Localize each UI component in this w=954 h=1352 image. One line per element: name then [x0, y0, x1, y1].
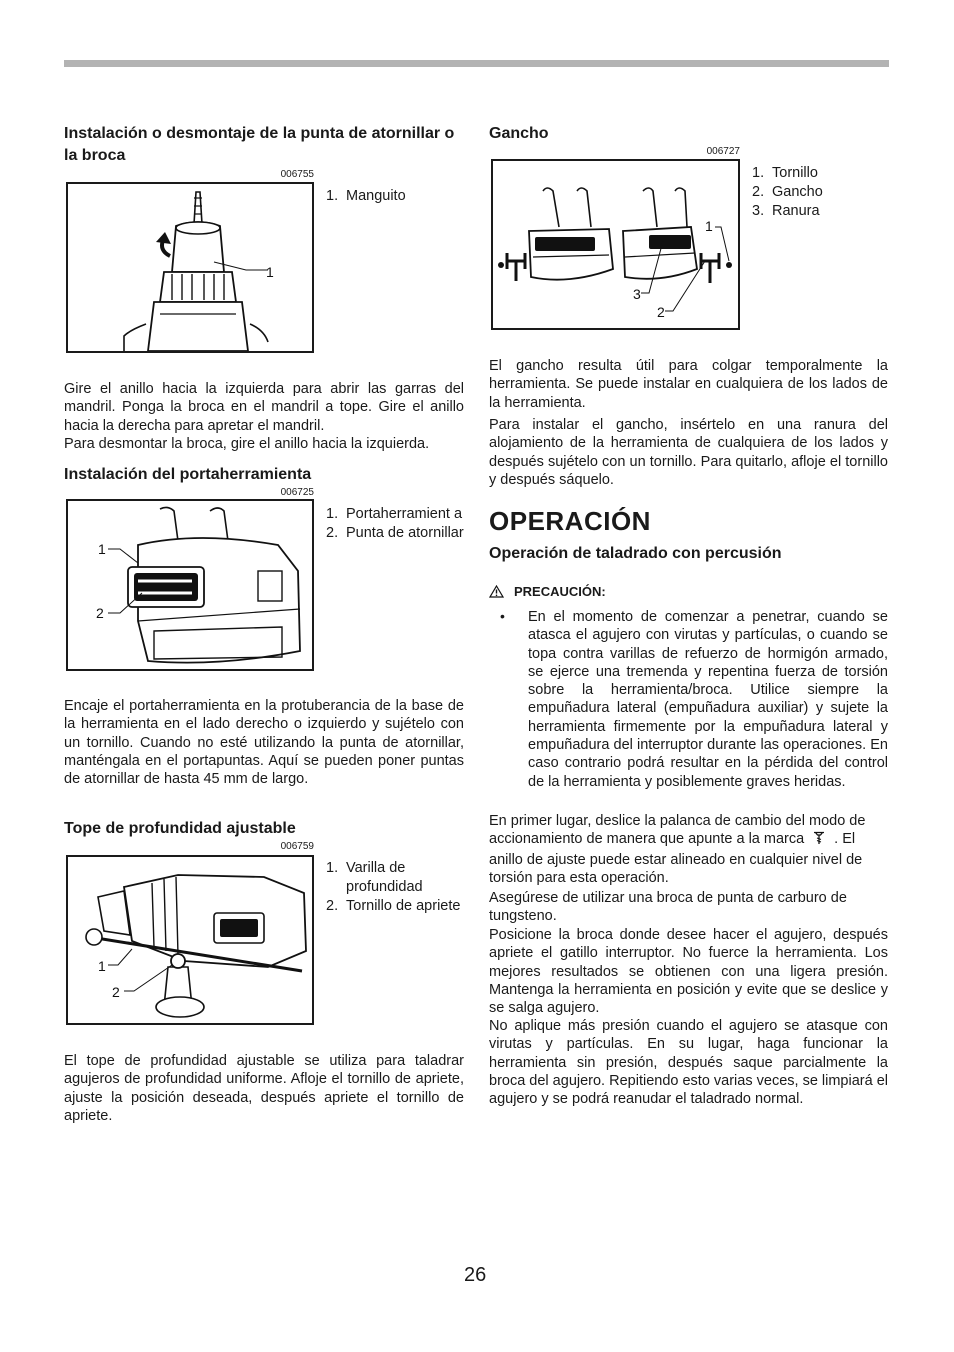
body-paragraph: El tope de profundidad ajustable se utiliza para taladrar agujeros de profundidad uniforme. Afloje el tornillo de apriete, ajuste la posición deseada, después apriete el tornillo de apriete. — [64, 1053, 464, 1124]
figure-code: 006725 — [280, 487, 314, 498]
body-paragraph: El gancho resulta útil para colgar temporalmente la herramienta. Se puede instalar en cualquiera de los lados de la herramienta. — [489, 358, 888, 411]
callout-1: 1 — [266, 264, 274, 280]
figure-bit-holder — [66, 499, 314, 671]
tool-base-illustration — [68, 501, 312, 669]
header-rule — [64, 60, 889, 67]
body-paragraph: Gire el anillo hacia la izquierda para abrir las garras del mandril. Ponga la broca en el mandril a tope. Gire el anillo hacia la derecha para apretar el mandril. — [64, 381, 464, 434]
hammer-drill-mode-icon — [804, 831, 834, 850]
callout-3: 3 — [633, 286, 641, 302]
section-title-operation: OPERACIÓN — [489, 506, 651, 536]
section-heading-bit-install: Instalación o desmontaje de la punta de atornillar o la broca — [64, 125, 455, 164]
body-paragraph: No aplique más presión cuando el agujero se atasque con virutas y partículas. En su lugar, haga funcionar la herramienta sin presión, después saque parcialmente la broca del agujero. Repitiendo esto varias veces, se limpiará el agujero y se podrá reanudar el taladrado normal. — [489, 1018, 888, 1108]
callout-2: 2 — [96, 605, 104, 621]
body-paragraph: Para desmontar la broca, gire el anillo hacia la izquierda. — [64, 436, 430, 452]
callout-1: 1 — [98, 958, 106, 974]
legend-item: 2. Tornillo de apriete — [326, 898, 461, 914]
drill-chuck-illustration — [68, 184, 312, 351]
figure-legend — [752, 164, 892, 221]
caution-label: PRECAUCIÓN: — [489, 584, 606, 599]
hook-illustration — [493, 161, 738, 328]
legend-item: 1. Manguito — [326, 188, 406, 204]
warning-triangle-icon — [489, 585, 504, 598]
callout-2: 2 — [657, 304, 665, 320]
depth-rod-illustration — [68, 857, 312, 1023]
bullet-icon: • — [500, 608, 505, 624]
callout-2: 2 — [112, 984, 120, 1000]
figure-code: 006727 — [706, 146, 740, 157]
figure-chuck-sleeve — [66, 182, 314, 353]
body-paragraph: Para instalar el gancho, insértelo en una ranura del alojamiento de la herramienta de cualquiera de los lados y después sujételo con un tornillo. Para quitarlo, afloje el tornillo y después sáquelo. — [489, 417, 888, 488]
legend-item: 2. Gancho — [752, 184, 823, 200]
subsection-heading-hammer-drilling: Operación de taladrado con percusión — [489, 545, 782, 562]
caution-bullet-text: En el momento de comenzar a penetrar, cuando se atasca el agujero con virutas y partículas, o cuando se topa contra varillas de refuerzo de hormigón armado, se ejerce una tremenda y repentina fuerza de torsión sobre la herramienta/broca. Utilice siempre la empuñadura lateral (empuñadura auxiliar) y sujete la herramienta firmemente por la empuñadura lateral y empuñadura del interruptor durante las operaciones. En caso contrario podrá resultar en la pérdida del control de la herramienta y posiblemente graves heridas. — [528, 609, 888, 790]
figure-legend — [326, 505, 466, 543]
legend-item: 1. Tornillo — [752, 165, 818, 181]
section-heading-depth-stop: Tope de profundidad ajustable — [64, 820, 296, 837]
body-paragraph: Posicione la broca donde desee hacer el agujero, después apriete el gatillo interruptor. No fuerce la herramienta. Los mejores resultados se obtienen con una ligera presión. Mantenga la herramienta en posición y evite que se deslice y se salga agujero. — [489, 927, 888, 1017]
figure-code: 006759 — [280, 841, 314, 852]
section-heading-hook: Gancho — [489, 125, 549, 142]
page-number: 26 — [464, 1264, 487, 1286]
section-heading-bit-holder: Instalación del portaherramienta — [64, 466, 312, 483]
body-paragraph: Asegúrese de utilizar una broca de punta de carburo de tungsteno. — [489, 890, 847, 925]
legend-item: 3. Ranura — [752, 203, 820, 219]
figure-hook — [491, 159, 740, 330]
legend-item: 1. Varilla de profundidad — [326, 860, 423, 895]
callout-1: 1 — [98, 541, 106, 557]
figure-depth-stop — [66, 855, 314, 1025]
callout-1: 1 — [705, 218, 713, 234]
body-paragraph: En primer lugar, deslice la palanca de cambio del modo de accionamiento de manera que apunte a la marca . El anillo de ajuste puede estar alineado en cualquier nivel de torsión para esta operación. — [489, 813, 866, 886]
figure-legend — [326, 859, 466, 916]
legend-item: 1. Portaherramient a — [326, 506, 463, 522]
legend-item: 2. Punta de atornillar — [326, 525, 464, 541]
figure-code: 006755 — [280, 169, 314, 180]
figure-legend — [326, 187, 466, 206]
body-paragraph: Encaje el portaherramienta en la protuberancia de la base de la herramienta en el lado derecho o izquierdo y sujételo con un tornillo. Cuando no esté utilizando la punta de atornillar, manténgala en el portapuntas. Aquí se pueden poner puntas de atornillar de hasta 45 mm de largo. — [64, 698, 464, 788]
